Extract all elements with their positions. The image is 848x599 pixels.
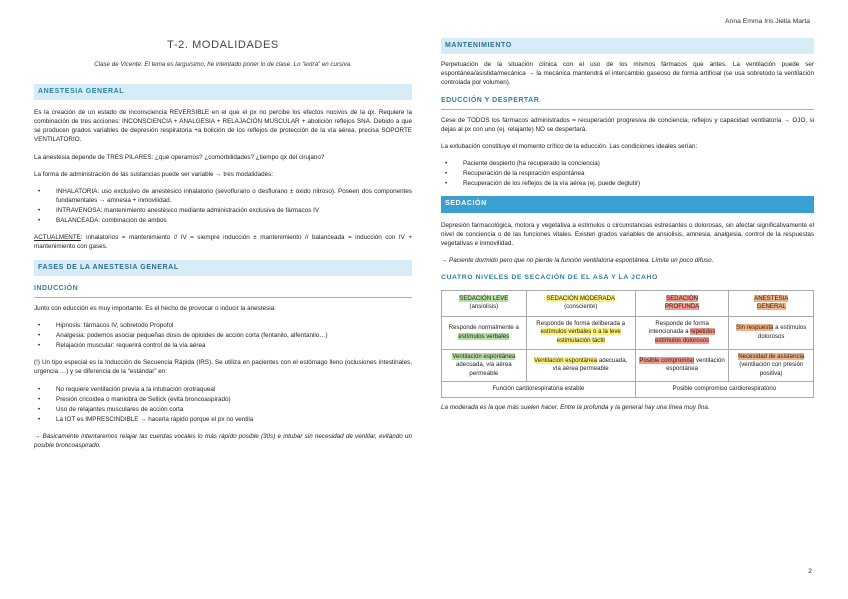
table-cell: Función cardiorespiratoria estable bbox=[442, 382, 636, 398]
sedacion-note: → Paciente dormido pero que no pierde la función ventilatoria espontánea. Límite un poco difuso. bbox=[441, 256, 714, 264]
header-profunda bbox=[635, 290, 729, 316]
list-item: • Relajación muscular: requerirá control de la vía aérea bbox=[38, 341, 412, 350]
header-sub: PROFUNDA bbox=[664, 303, 700, 311]
table-cell bbox=[526, 349, 635, 382]
cell-text: a estímulos dolorosos bbox=[758, 324, 807, 340]
niveles-heading: CUATRO NIVELES DE SECACIÓN DE EL ASA Y LA JCAHO bbox=[441, 274, 658, 282]
author-header: Anna Emma Iris Jiella Marta bbox=[725, 18, 810, 25]
table-cell bbox=[635, 349, 729, 382]
list-item: • La IOT es IMPRESCINDIBLE → hacerla rápido porque el px no ventila bbox=[38, 415, 412, 424]
table-cell bbox=[729, 316, 814, 349]
cell-text: adecuada, vía aérea permeable bbox=[552, 356, 628, 373]
induccion-paragraph-1: Junto con educción es muy importante. Es el hecho de provocar o inducir la anestesia: bbox=[34, 304, 276, 312]
list-item: • Uso de relajantes musculares de acción corta bbox=[38, 405, 412, 414]
educcion-paragraph-2: La extubación constituye el momento crítico de la educción. Las condiciones ideales serían: bbox=[441, 142, 698, 150]
cell-text: ventilación espontánea bbox=[666, 356, 725, 373]
list-item: • Presión cricoidea o maniobra de Sellick (evita broncoaspirado) bbox=[38, 395, 412, 404]
header-general bbox=[729, 290, 814, 316]
section-mantenimiento: MANTENIMIENTO bbox=[441, 38, 814, 54]
list-item: • Analgesia: podemos asociar pequeñas dosis de opioides de acción corta (fentanilo, alfentanilo…) bbox=[38, 331, 412, 340]
cell-text: Responde normalmente a bbox=[448, 324, 519, 332]
induccion-list bbox=[34, 321, 412, 350]
cell-highlight: estímulos verbales o a la leve estimulación táctil bbox=[540, 328, 621, 345]
table-row bbox=[442, 316, 814, 349]
cell-highlight: Posible compromiso bbox=[639, 356, 695, 364]
header-moderada bbox=[526, 290, 635, 316]
list-item: • Paciente despierto (ha recuperado la conciencia) bbox=[445, 159, 814, 168]
educcion-list bbox=[441, 159, 814, 188]
irs-paragraph: (!) Un tipo especial es la Inducción de Secuencia Rápida (IRS). Se utiliza en pacientes con el estómago lleno (oclusiones intestinales, urgencia …) y se diferencia de la “estándar” en: bbox=[34, 359, 412, 376]
cell-highlight: Necesidad de asistencia bbox=[738, 352, 805, 360]
table-cell bbox=[729, 349, 814, 382]
list-item: • INTRAVENOSA: mantenimiento anestésico mediante administración exclusiva de fármacos IV bbox=[38, 206, 412, 215]
cell-highlight: estímulos verbales bbox=[458, 332, 510, 340]
cell-text: adecuada, vía aérea permeable bbox=[456, 361, 512, 377]
actualmente-label: ACTUALMENTE bbox=[34, 234, 81, 242]
left-column bbox=[34, 38, 412, 458]
list-item: • No requiere ventilación previa a la intubación orotraqueal bbox=[38, 385, 412, 394]
irs-list bbox=[34, 385, 412, 425]
anestesia-paragraph-2: La anestesia depende de TRES PILARES: ¿qué operamos? ¿comorbilidades? ¿tiempo qx del cirujano? bbox=[34, 153, 325, 161]
table-cell bbox=[526, 316, 635, 349]
table-cell bbox=[442, 316, 527, 349]
cell-highlight: Ventilación espontánea bbox=[452, 352, 516, 360]
table-cell: Posible compromiso cardiorespiratorio bbox=[635, 382, 813, 398]
list-item: • Recuperación de la respiración espontánea bbox=[445, 169, 814, 178]
list-item: • INHALATORIA: uso exclusivo de anestésico inhalatorio (sevoflurano o desflurano ± óxido nitroso). Poseen dos componentes fundamentales → amnesia + inmovilidad. bbox=[38, 187, 412, 205]
header-title: SEDACIÓN bbox=[666, 294, 699, 302]
modalidades-list bbox=[34, 187, 412, 226]
header-sub: (consciente) bbox=[564, 303, 598, 311]
cell-text: (ventilación con presión positiva) bbox=[739, 361, 804, 377]
table-row bbox=[442, 349, 814, 382]
anestesia-paragraph-3: La forma de administración de las sustancias puede ser variable → tres modalidades: bbox=[34, 170, 274, 178]
header-title: SEDACIÓN LEVE bbox=[459, 294, 509, 302]
header-sub: GENERAL bbox=[756, 303, 786, 311]
sedacion-footer-note: La moderada es la que más suelen hacer. Entre la profunda y la general hay una línea muy fina. bbox=[441, 403, 710, 411]
section-anestesia-general: ANESTESIA GENERAL bbox=[34, 84, 412, 100]
subtitle: Clase de Vicente. El tema es larguísimo, he intentado poner lo de clase. Lo “extra” en cursiva. bbox=[94, 60, 352, 68]
anestesia-paragraph-1: Es la creación de un estado de inconsciencia REVERSIBLE en el que el px no percibe los efectos nocivos de la qx. Requiere la combinación de tres acciones: INCONSCIENCIA + ANALGESIA + RELAJACIÓN MUSCULAR + abolición reflejos SNA. Debido a que se producen grados variables de depresión respiratoria +a bolición de los reflejos de protección de la vía aérea, precisa SOPORTE VENTILATORIO. bbox=[34, 109, 412, 144]
list-item: • Recuperación de los reflejos de la vía aérea (ej. puede deglutir) bbox=[445, 179, 814, 188]
list-item: • Hipnosis: fármacos IV, sobretodo Propofol bbox=[38, 321, 412, 330]
table-cell bbox=[442, 349, 527, 382]
sedacion-paragraph: Depresión farmacológica, motora y vegetativa a estímulos o circunstancias estresantes o dolorosas, sin afectar significativamente el nivel de conciencia o de las funciones vitales. Existen grados variables de ansiolisis, amnesia, analgesia, control de la respuestas vegetativas e inmovilidad. bbox=[441, 221, 814, 247]
cell-highlight: Ventilación espontánea bbox=[534, 356, 598, 364]
cell-highlight: Sin respuesta bbox=[736, 324, 774, 332]
header-title: ANESTESIA bbox=[754, 294, 789, 302]
table-header-row bbox=[442, 290, 814, 316]
educcion-paragraph-1: Cese de TODOS los fármacos administrados = recuperación progresiva de conciencia, reflejos y capacidad ventilatoria → OJO, si dejas al px con uno (ej. relajante) NO se despertará. bbox=[441, 116, 814, 133]
page-title: T-2. MODALIDADES bbox=[167, 39, 279, 51]
table-cell bbox=[635, 316, 729, 349]
table-row bbox=[442, 382, 814, 398]
header-sub: (ansiolisis) bbox=[469, 303, 499, 311]
page-number: 2 bbox=[808, 568, 812, 576]
actualmente-text: : inhalatorios = mantenimiento // IV = siempre inducción ± mantenimiento // balanceada = inducción con IV + mantenimiento con gases. bbox=[34, 234, 412, 251]
list-item: • BALANCEADA: combinación de ambos bbox=[38, 216, 412, 225]
educcion-heading: EDUCCIÓN Y DESPERTAR bbox=[441, 96, 814, 110]
right-column bbox=[441, 38, 814, 420]
induccion-heading: INDUCCIÓN bbox=[34, 284, 412, 298]
section-fases: FASES DE LA ANESTESIA GENERAL bbox=[34, 260, 412, 276]
irs-note: → Básicamente intentaremos relajar las cuerdas vocales lo más rápido posible (30s) e intubar sin necesidad de ventilar, evitando un posible broncoaspirado. bbox=[34, 433, 412, 450]
header-title: SEDACIÓN MODERADA bbox=[546, 294, 616, 302]
actualmente-paragraph bbox=[34, 233, 412, 251]
sedation-levels-table bbox=[441, 290, 814, 398]
section-sedacion: SEDACIÓN bbox=[441, 196, 814, 212]
header-leve bbox=[442, 290, 527, 316]
mantenimiento-paragraph: Perpetuación de la situación clínica con el uso de los mismos fármacos que antes. La ventilación puede ser espontánea/asistida/mecánica → la mecánica mantendrá el intercambio gaseoso de forma artificial (se usa sobretodo la ventilación controlada por volumen). bbox=[441, 61, 814, 87]
cell-text: Responde de forma intencionada a bbox=[648, 319, 709, 336]
cell-highlight: repetidos estímulos dolorosos bbox=[654, 328, 716, 345]
cell-text: Responde de forma deliberada a bbox=[536, 319, 626, 327]
